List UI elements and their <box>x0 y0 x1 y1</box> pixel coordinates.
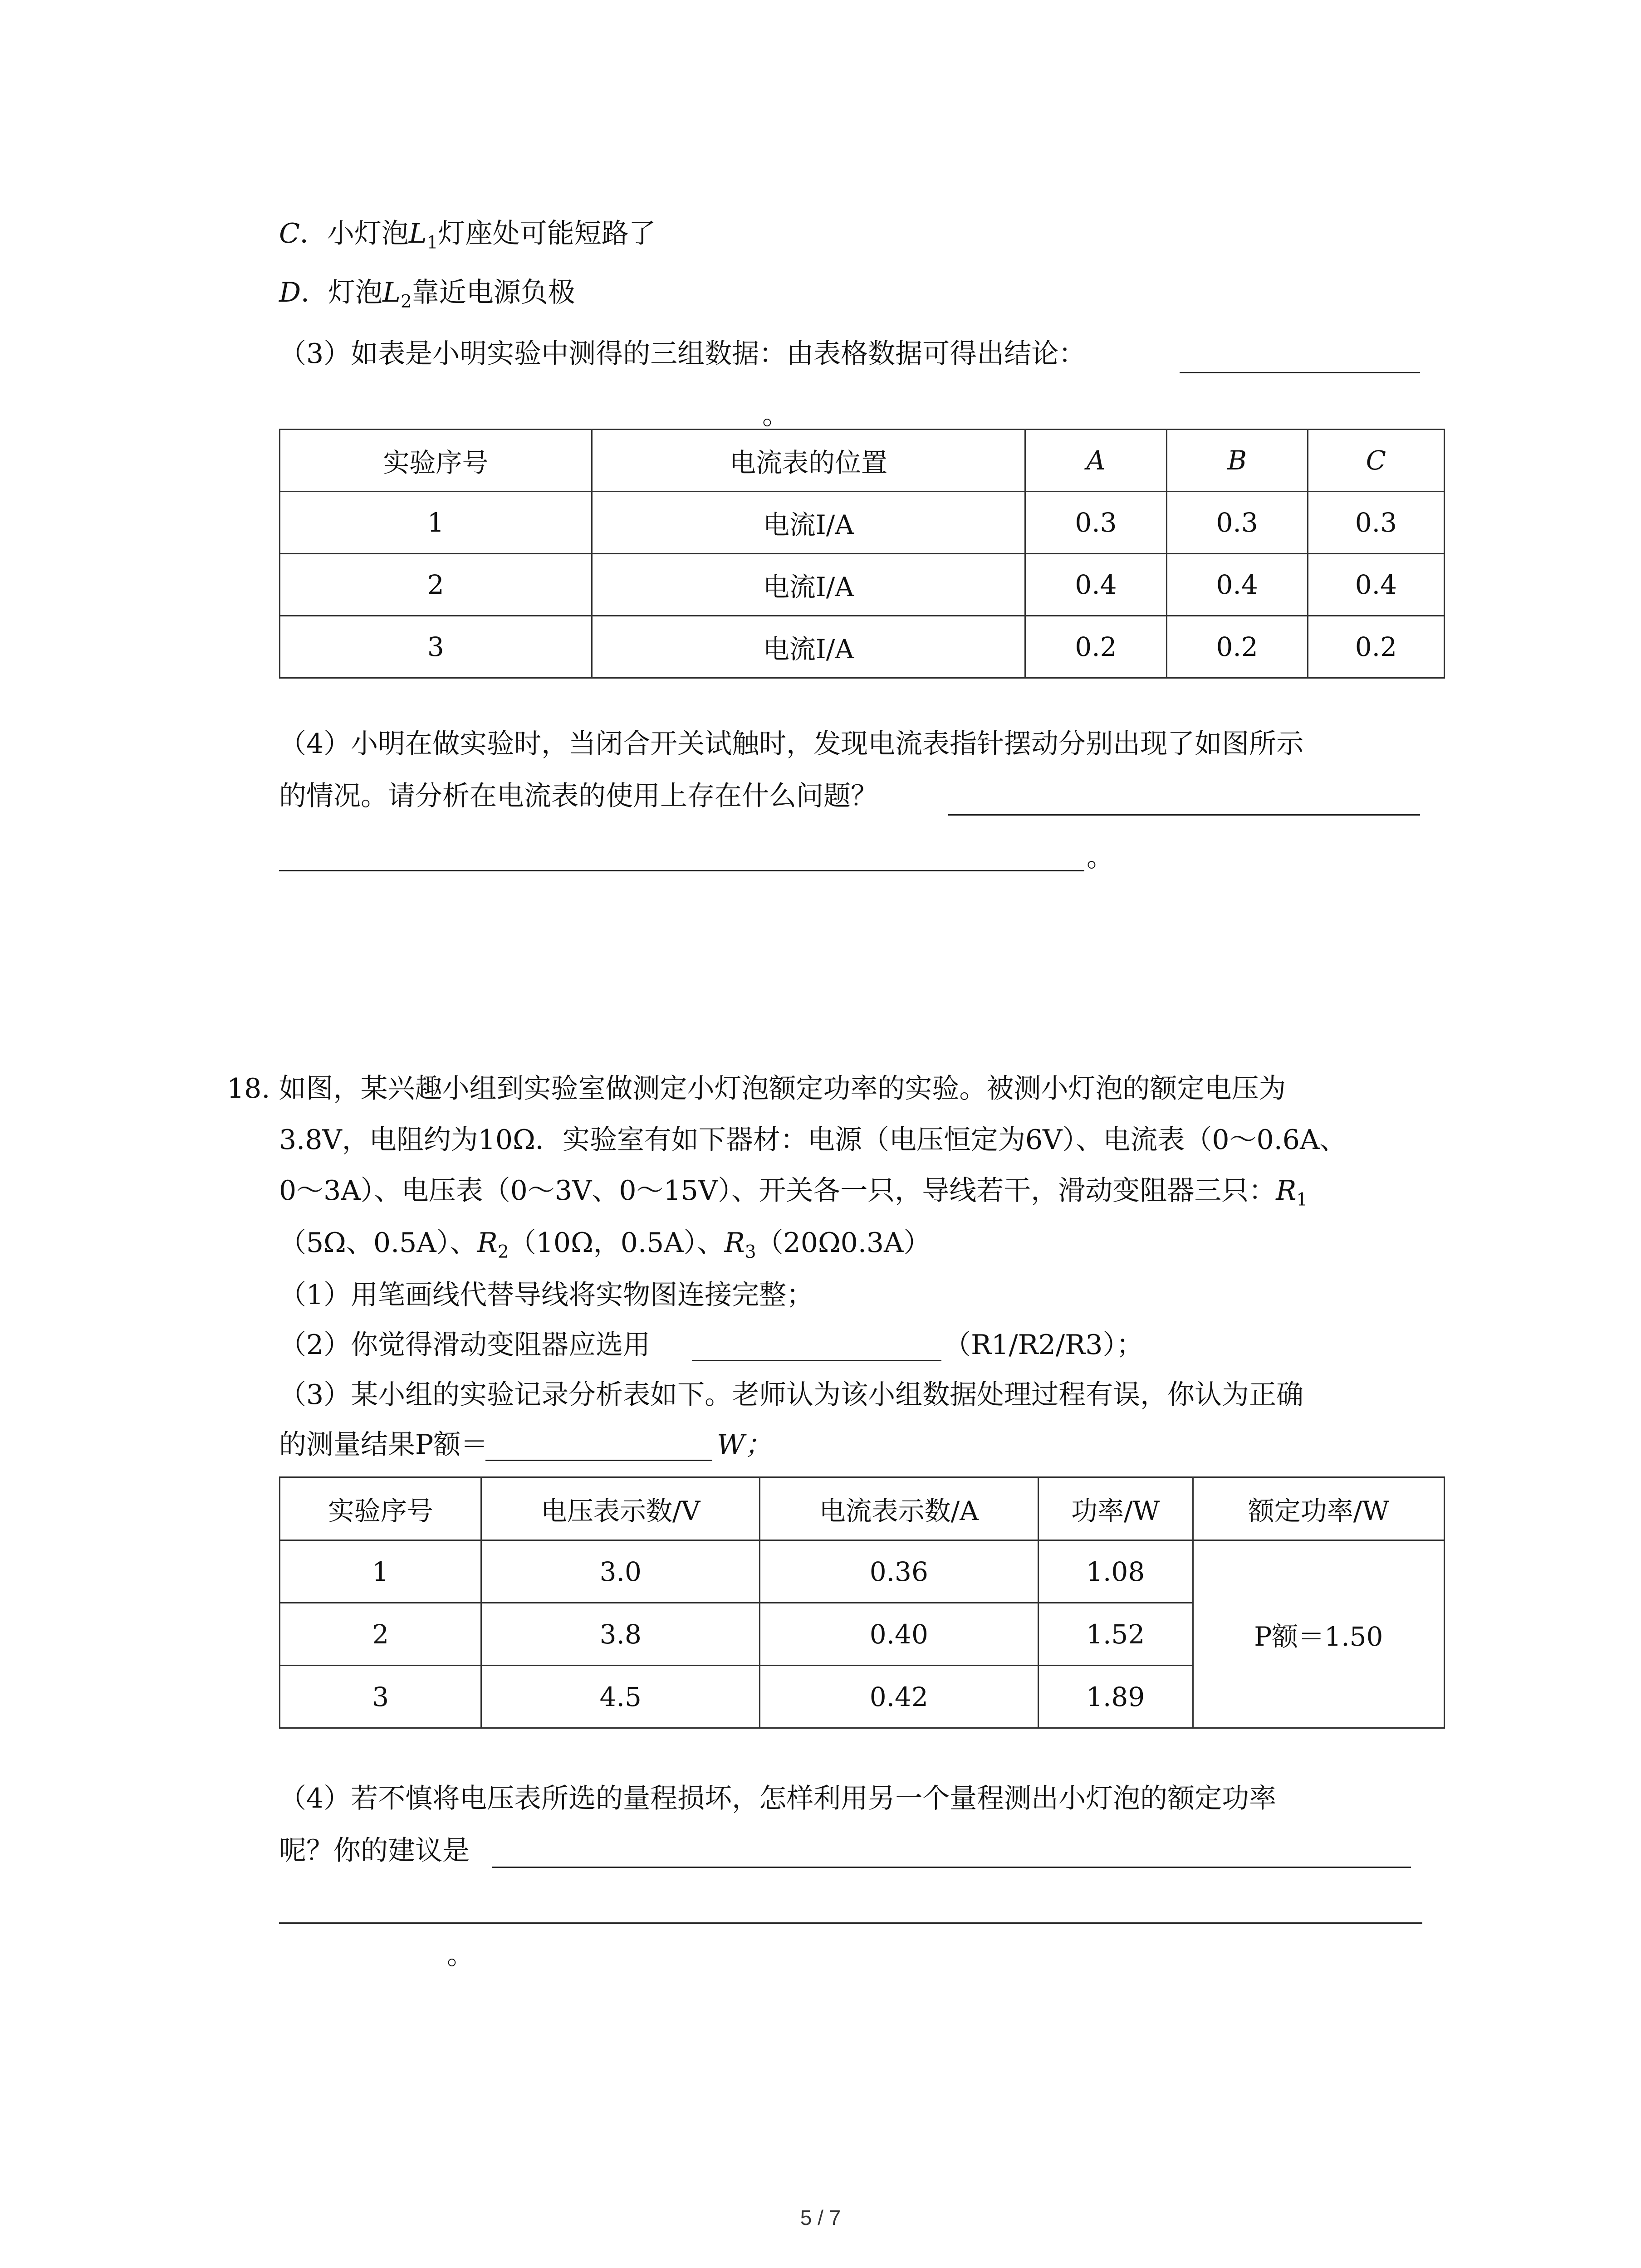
subscript: 2 <box>497 1242 509 1262</box>
cell: 0.3 <box>1308 492 1444 554</box>
q18-line1: 18. 如图，某兴趣小组到实验室做测定小灯泡额定功率的实验。被测小灯泡的额定电压为 <box>227 1073 1286 1105</box>
option-text: ．小灯泡 <box>299 218 409 249</box>
option-letter: D <box>279 277 301 308</box>
period: 。 <box>1087 841 1114 873</box>
cell: 0.4 <box>1025 554 1166 616</box>
answer-blank[interactable] <box>948 814 1420 816</box>
cell: 0.2 <box>1308 616 1444 678</box>
table-row <box>280 1540 1445 1603</box>
option-text: 灯座处可能短路了 <box>438 218 656 249</box>
table-row <box>280 616 1445 678</box>
cell: 1.52 <box>1038 1603 1193 1666</box>
cell: 1.89 <box>1038 1666 1193 1728</box>
q17-part4-line1: （4）小明在做实验时，当闭合开关试触时，发现电流表指针摆动分别出现了如图所示 <box>279 728 1304 760</box>
header-cell: 电流表的位置 <box>592 430 1025 492</box>
q18-part2: （2）你觉得滑动变阻器应选用 <box>279 1329 651 1361</box>
q18-line2: 3.8V，电阻约为10Ω．实验室有如下器材：电源（电压恒定为6V）、电流表（0～0.6A、 <box>279 1124 1347 1156</box>
cell: 0.3 <box>1166 492 1308 554</box>
header-cell: 实验序号 <box>280 1477 481 1540</box>
answer-blank[interactable] <box>1180 372 1420 373</box>
subscript: 3 <box>745 1242 756 1262</box>
q18-part3-line2: 的测量结果P额＝ <box>279 1429 488 1461</box>
option-text: ．灯泡 <box>301 277 383 308</box>
cell: 0.2 <box>1025 616 1166 678</box>
current-table <box>279 429 1445 679</box>
cell: 电流I/A <box>592 554 1025 616</box>
header-cell: C <box>1308 430 1444 492</box>
cell: 2 <box>280 1603 481 1666</box>
q18-part3-line1: （3）某小组的实验记录分析表如下。老师认为该小组数据处理过程有误，你认为正确 <box>279 1379 1304 1411</box>
answer-blank[interactable] <box>279 870 1084 871</box>
power-table <box>279 1476 1445 1729</box>
answer-blank[interactable] <box>492 1867 1411 1868</box>
subscript: 1 <box>426 233 438 253</box>
rated-power-cell: P额＝1.50 <box>1193 1540 1444 1728</box>
header-cell: 电压表示数/V <box>481 1477 760 1540</box>
table-row <box>280 492 1445 554</box>
header-cell: 实验序号 <box>280 430 592 492</box>
text: （5Ω、0.5A）、 <box>279 1227 477 1259</box>
option-d <box>279 272 575 323</box>
text: （20Ω0.3A） <box>756 1227 931 1259</box>
q18-line4 <box>279 1222 931 1273</box>
q18-part1: （1）用笔画线代替导线将实物图连接完整； <box>279 1279 814 1311</box>
cell: 3.0 <box>481 1540 760 1603</box>
q17-part4-line2: 的情况。请分析在电流表的使用上存在什么问题？ <box>279 780 878 812</box>
header-cell: B <box>1166 430 1308 492</box>
table-header-row <box>280 1477 1445 1540</box>
cell: 0.3 <box>1025 492 1166 554</box>
cell: 0.40 <box>759 1603 1038 1666</box>
option-text: 靠近电源负极 <box>411 277 575 308</box>
q18-part4-line2: 呢？你的建议是 <box>279 1835 470 1867</box>
cell: 0.4 <box>1166 554 1308 616</box>
answer-blank[interactable] <box>279 1922 1422 1924</box>
variable: R <box>477 1227 498 1259</box>
variable: L <box>382 277 401 308</box>
text: 0～3A）、电压表（0～3V、0～15V）、开关各一只，导线若干，滑动变阻器三只： <box>279 1175 1276 1207</box>
q18-part2-choice: （R1/R2/R3）； <box>944 1329 1144 1361</box>
header-cell: 额定功率/W <box>1193 1477 1444 1540</box>
table-row <box>280 554 1445 616</box>
cell: 2 <box>280 554 592 616</box>
header-cell: 电流表示数/A <box>759 1477 1038 1540</box>
q17-part3-text: （3）如表是小明实验中测得的三组数据：由表格数据可得出结论： <box>279 338 1086 370</box>
cell: 1.08 <box>1038 1540 1193 1603</box>
text: （10Ω，0.5A）、 <box>509 1227 725 1259</box>
variable: R <box>724 1227 745 1259</box>
cell: 3 <box>280 616 592 678</box>
q18-line3 <box>279 1170 1308 1221</box>
cell: 3.8 <box>481 1603 760 1666</box>
header-cell: A <box>1025 430 1166 492</box>
cell: 4.5 <box>481 1666 760 1728</box>
cell: 0.4 <box>1308 554 1444 616</box>
cell: 1 <box>280 1540 481 1603</box>
cell: 0.42 <box>759 1666 1038 1728</box>
subscript: 2 <box>400 292 412 312</box>
cell: 1 <box>280 492 592 554</box>
cell: 3 <box>280 1666 481 1728</box>
option-c <box>279 213 656 264</box>
page-number: 5 / 7 <box>800 2206 841 2229</box>
table-header-row <box>280 430 1445 492</box>
cell: 电流I/A <box>592 492 1025 554</box>
cell: 电流I/A <box>592 616 1025 678</box>
subscript: 1 <box>1296 1190 1308 1210</box>
answer-blank[interactable] <box>485 1460 712 1461</box>
cell: 0.2 <box>1166 616 1308 678</box>
answer-blank[interactable] <box>692 1360 941 1361</box>
variable: R <box>1276 1175 1297 1207</box>
header-cell: 功率/W <box>1038 1477 1193 1540</box>
q18-part4-line1: （4）若不慎将电压表所选的量程损坏，怎样利用另一个量程测出小灯泡的额定功率 <box>279 1783 1277 1814</box>
period: 。 <box>447 1939 474 1971</box>
period: 。 <box>762 399 789 431</box>
unit: W； <box>717 1429 772 1461</box>
cell: 0.36 <box>759 1540 1038 1603</box>
option-letter: C <box>279 218 300 249</box>
variable: L <box>408 218 427 249</box>
